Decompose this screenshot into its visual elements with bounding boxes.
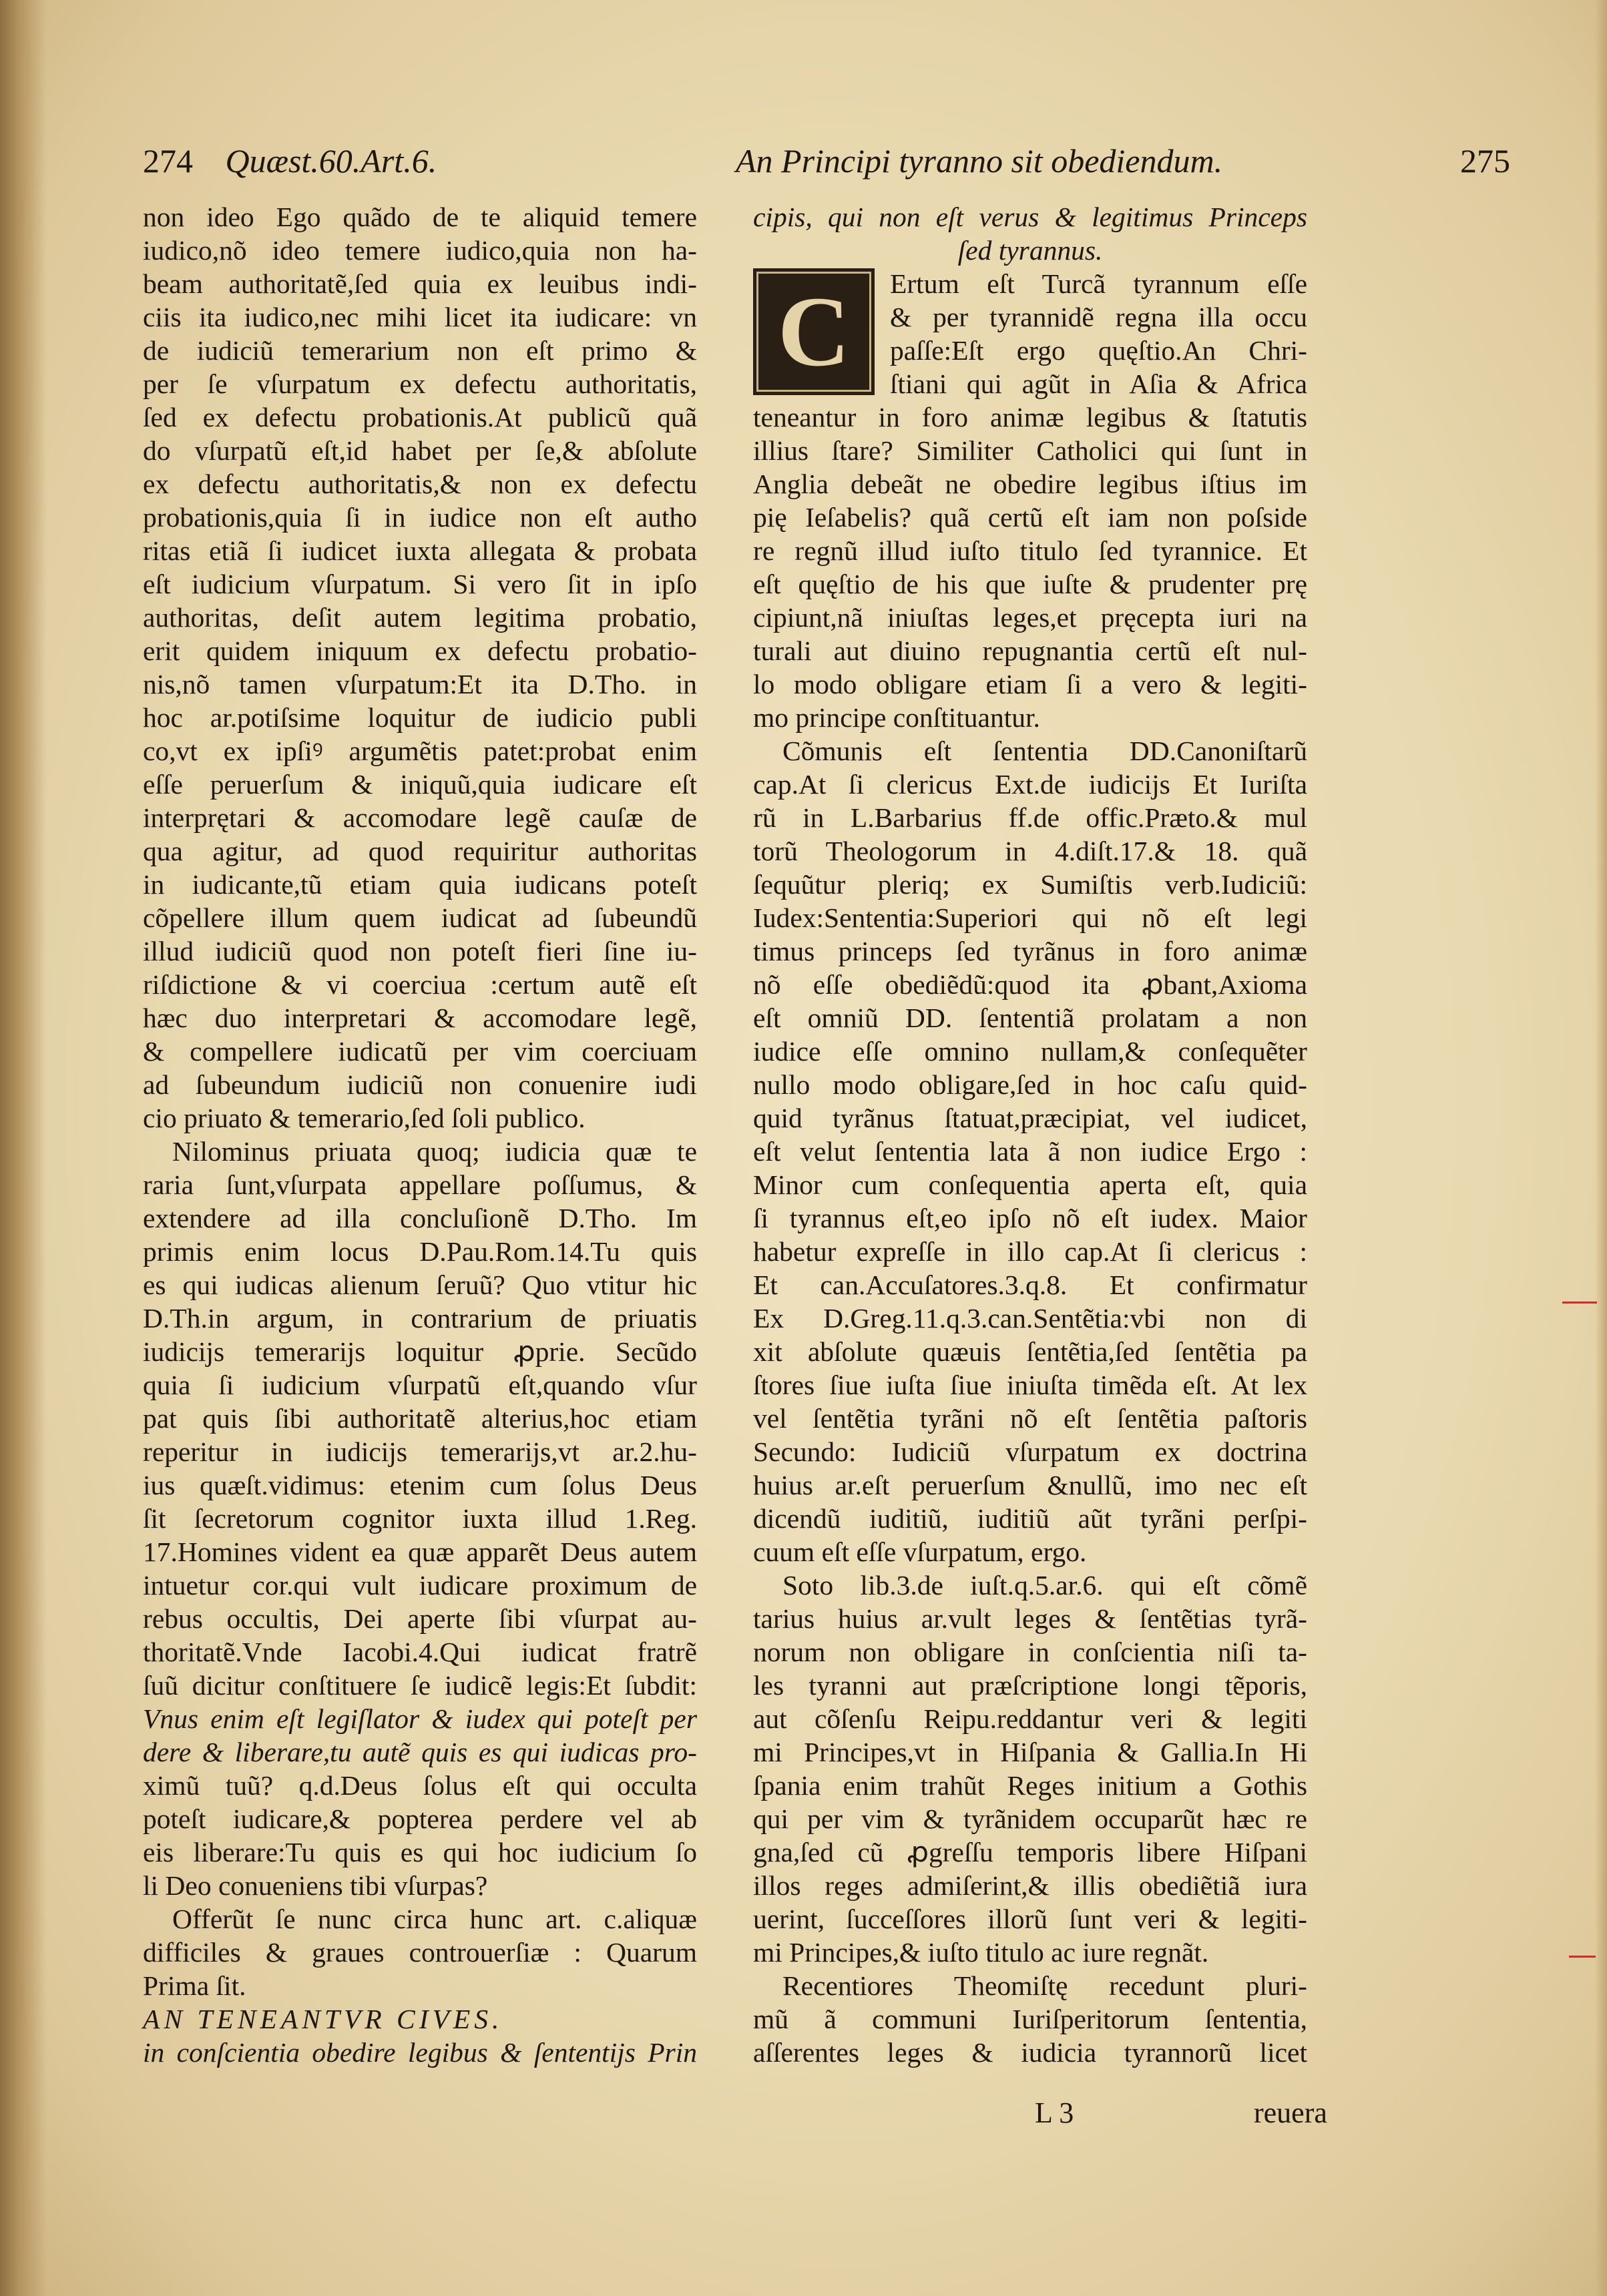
text-line: Prima ſit. — [143, 1970, 246, 2001]
text-line: Recentiores Theomiſtę recedunt pluri- — [782, 1970, 1307, 2001]
text-line: extendere ad illa concluſionẽ D.Tho. Im — [143, 1203, 697, 1233]
text-line: rebus occultis, Dei aperte ſibi vſurpat au- — [143, 1603, 697, 1634]
text-line: cio priuato & temerario,ſed ſoli publico. — [143, 1103, 586, 1133]
text-line: D.Th.in argum, in contrarium de priuatis — [143, 1303, 697, 1334]
page-gutter-shadow — [0, 0, 47, 2296]
text-line: illius ſtare? Similiter Catholici qui ſunt in — [753, 435, 1307, 466]
text-line: probationis,quia ſi in iudice non eſt autho — [143, 502, 697, 533]
text-line: cõpellere illum quem iudicat ad ſubeundũ — [143, 902, 697, 933]
text-line: quia ſi iudicium vſurpatũ eſt,quando vſur — [143, 1370, 697, 1400]
initial-letter: C — [777, 276, 851, 387]
catchword: reuera — [1254, 2096, 1327, 2129]
right-column — [753, 200, 1307, 2069]
text-line: re regnũ illud iuſto titulo ſed tyrannice. Et — [753, 535, 1307, 566]
text-line: riſdictione & vi coerciua :certum autẽ eſt — [143, 969, 697, 1000]
page-number-left: 274 — [143, 142, 193, 180]
text-line: Nilominus priuata quoq; iudicia quæ te — [172, 1136, 697, 1167]
text-line: eſt omniũ DD. ſententiã prolatam a non — [753, 1002, 1307, 1033]
text-line: ſequũtur pleriq; ex Sumiſtis verb.Iudiciũ: — [753, 869, 1307, 900]
text-line: mi Principes,& iuſto titulo ac iure regnãt. — [753, 1937, 1209, 1968]
text-line: Et can.Accuſatores.3.q.8. Et confirmatur — [753, 1269, 1307, 1300]
text-line: Cõmunis eſt ſententia DD.Canoniſtarũ — [782, 736, 1307, 766]
text-line: aut cõſenſu Reipu.reddantur veri & legiti — [753, 1703, 1307, 1734]
text-line: Anglia debeãt ne obedire legibus iſtius im — [753, 469, 1307, 499]
text-line: ſtiani qui agũt in Aſia & Africa — [890, 368, 1307, 399]
text-line: lo modo obligare etiam ſi a vero & legiti- — [753, 669, 1307, 699]
text-line: Vnus enim eſt legiſlator & iudex qui poteſt per — [143, 1703, 697, 1734]
text-line: eſt iudicium vſurpatum. Si vero ſit in ipſo — [143, 569, 697, 599]
text-line: ſpania enim trahũt Reges initium a Gothis — [753, 1770, 1307, 1801]
text-line: ſuũ dicitur conſtituere ſe iudicẽ legis:Et ſubdit: — [143, 1670, 697, 1701]
text-line: in conſcientia obedire legibus & ſententijs Prin — [143, 2037, 697, 2068]
text-line: Secundo: Iudiciũ vſurpatum ex doctrina — [753, 1436, 1307, 1467]
text-line: les tyranni aut præſcriptione longi tẽporis, — [753, 1670, 1307, 1701]
left-column — [143, 200, 697, 2069]
text-line: authoritas, deſit autem legitima probatio, — [143, 602, 697, 633]
text-line: eſt quęſtio de his que iuſte & prudenter prę — [753, 569, 1307, 599]
text-line: Soto lib.3.de iuſt.q.5.ar.6. qui eſt cõmẽ — [782, 1570, 1307, 1601]
text-line: ritas etiã ſi iudicet iuxta allegata & probata — [143, 535, 697, 566]
running-title-right: An Principi tyranno sit obediendum. — [736, 142, 1223, 180]
text-line: ciis ita iudico,nec mihi licet ita iudicare: vn — [143, 302, 697, 332]
running-header-left — [143, 144, 437, 178]
text-line: hoc ar.potiſsime loquitur de iudicio publi — [143, 702, 697, 733]
text-line: teneantur in foro animæ legibus & ſtatutis — [753, 402, 1307, 433]
text-line: AN TENEANTVR CIVES. — [143, 2004, 503, 2034]
text-line: de iudiciũ temerarium non eſt primo & — [143, 335, 697, 366]
text-line: iudice eſſe omnino nullam,& conſequẽter — [753, 1036, 1307, 1067]
text-line: uerint, ſucceſſores illorũ ſunt veri & legiti- — [753, 1904, 1307, 1934]
page-edge — [1595, 0, 1607, 2296]
text-line: iudicijs temerarijs loquitur ꝓprie. Secũdo — [143, 1336, 697, 1367]
signature-mark: L 3 — [1035, 2096, 1074, 2129]
text-line: eis liberare:Tu quis es qui hoc iudicium ſo — [143, 1837, 697, 1868]
text-line: ximũ tuũ? q.d.Deus ſolus eſt qui occulta — [143, 1770, 697, 1801]
text-line: qua agitur, ad quod requiritur authoritas — [143, 836, 697, 866]
text-line: es qui iudicas alienum ſeruũ? Quo vtitur hic — [143, 1269, 697, 1300]
text-line: do vſurpatũ eſt,id habet per ſe,& abſolute — [143, 435, 697, 466]
text-line: per ſe vſurpatum ex defectu authoritatis, — [143, 368, 697, 399]
text-line: non ideo Ego quãdo de te aliquid temere — [143, 202, 697, 232]
text-line: qui per vim & tyrãnidem occuparũt hæc re — [753, 1803, 1307, 1834]
text-line: Iudex:Sententia:Superiori qui nõ eſt legi — [753, 902, 1307, 933]
text-line: 17.Homines vident ea quæ apparẽt Deus autem — [143, 1536, 697, 1567]
page-number-right: 275 — [1460, 142, 1510, 180]
text-line: pat quis ſibi authoritatẽ alterius,hoc etiam — [143, 1403, 697, 1434]
text-line: ſit ſecretorum cognitor iuxta illud 1.Reg. — [143, 1503, 697, 1534]
text-line: ex defectu authoritatis,& non ex defectu — [143, 469, 697, 499]
section-title-line: ſed tyrannus. — [957, 235, 1103, 266]
text-line: timus princeps ſed tyrãnus in foro animæ — [753, 936, 1307, 966]
text-line: dere & liberare,tu autẽ quis es qui iudicas pro- — [143, 1737, 697, 1767]
decorated-initial — [753, 268, 875, 395]
text-line: li Deo conueniens tibi vſurpas? — [143, 1870, 488, 1901]
section-title-line: cipis, qui non eſt verus & legitimus Princeps — [753, 202, 1307, 232]
text-line: huius ar.eſt peruerſum &nullũ, imo nec eſt — [753, 1470, 1307, 1500]
text-line: turali aut diuino repugnantia certũ eſt nul- — [753, 635, 1307, 666]
text-line: nis,nõ tamen vſurpatum:Et ita D.Tho. in — [143, 669, 697, 699]
text-line: nõ eſſe obediẽdũ:quod ita ꝓbant,Axioma — [753, 969, 1307, 1000]
text-line: ad ſubeundum iudiciũ non conuenire iudi — [143, 1069, 697, 1100]
running-title-left: Quæst.60.Art.6. — [225, 142, 437, 180]
text-line: habetur expreſſe in illo cap.At ſi clericus : — [753, 1236, 1307, 1267]
text-line: beam authoritatẽ,ſed quia ex leuibus indi- — [143, 268, 697, 299]
red-margin-mark — [1562, 1302, 1597, 1304]
text-line: illud iudiciũ quod non poteſt fieri ſine iu- — [143, 936, 697, 966]
text-line: torũ Theologorum in 4.diſt.17.& 18. quã — [753, 836, 1307, 866]
text-line: cipiunt,nã iniuſtas leges,et pręcepta iuri na — [753, 602, 1307, 633]
text-line: eſt velut ſententia lata ã non iudice Ergo : — [753, 1136, 1307, 1167]
text-line: aſſerentes leges & iudicia tyrannorũ licet — [753, 2037, 1307, 2068]
text-line: Minor cum conſequentia aperta eſt, quia — [753, 1169, 1307, 1200]
text-line: ſi tyrannus eſt,eo ipſo nõ eſt iudex. Maior — [753, 1203, 1307, 1233]
text-line: Ertum eſt Turcã tyrannum eſſe — [890, 268, 1307, 299]
text-line: norum non obligare in conſcientia niſi ta- — [753, 1637, 1307, 1667]
text-line: quid tyrãnus ſtatuat,præcipiat, vel iudicet, — [753, 1103, 1307, 1133]
text-line: co,vt ex ipſiꝰ argumẽtis patet:probat enim — [143, 736, 697, 766]
text-line: intuetur cor.qui vult iudicare proximum de — [143, 1570, 697, 1601]
text-line: eſſe peruerſum & iniquũ,quia iudicare eſt — [143, 769, 697, 800]
text-line: erit quidem iniquum ex defectu probatio- — [143, 635, 697, 666]
text-line: xit abſolute quæuis ſentẽtia,ſed ſentẽtia pa — [753, 1336, 1307, 1367]
text-line: cuum eſt eſſe vſurpatum, ergo. — [753, 1536, 1087, 1567]
text-line: nullo modo obligare,ſed in hoc caſu quid- — [753, 1069, 1307, 1100]
text-line: poteſt iudicare,& popterea perdere vel ab — [143, 1803, 697, 1834]
text-line: illos reges admiſerint,& illis obediẽtiã iura — [753, 1870, 1307, 1901]
text-line: reperitur in iudicijs temerarijs,vt ar.2.hu- — [143, 1436, 697, 1467]
text-line: mi Principes,vt in Hiſpania & Gallia.In Hi — [753, 1737, 1307, 1767]
text-line: thoritatẽ.Vnde Iacobi.4.Qui iudicat fratrẽ — [143, 1637, 697, 1667]
text-line: vel ſentẽtia tyrãni nõ eſt ſentẽtia paſtoris — [753, 1403, 1307, 1434]
text-line: cap.At ſi clericus Ext.de iudicijs Et Iuriſta — [753, 769, 1307, 800]
text-line: Ex D.Greg.11.q.3.can.Sentẽtia:vbi non di — [753, 1303, 1307, 1334]
text-line: hæc duo interpretari & accomodare legẽ, — [143, 1002, 697, 1033]
text-line: rũ in L.Barbarius ff.de offic.Præto.& mul — [753, 802, 1307, 833]
text-line: raria ſunt,vſurpata appellare poſſumus, & — [143, 1169, 697, 1200]
text-line: Offerũt ſe nunc circa hunc art. c.aliquæ — [172, 1904, 697, 1934]
text-line: mũ ã communi Iuriſperitorum ſententia, — [753, 2004, 1307, 2034]
text-line: pię Ieſabelis? quã certũ eſt iam non poſside — [753, 502, 1307, 533]
text-line: iudico,nõ ideo temere iudico,quia non ha- — [143, 235, 697, 266]
text-line: interprętari & accomodare legẽ cauſæ de — [143, 802, 697, 833]
text-line: tarius huius ar.vult leges & ſentẽtias tyrã- — [753, 1603, 1307, 1634]
running-header-right — [736, 144, 1510, 178]
text-line: ſed ex defectu probationis.At publicũ quã — [143, 402, 697, 433]
text-line: in iudicante,tũ etiam quia iudicans poteſt — [143, 869, 697, 900]
text-line: & per tyrannidẽ regna illa occu — [890, 302, 1307, 332]
text-line: & compellere iudicatũ per vim coerciuam — [143, 1036, 697, 1067]
text-line: paſſe:Eſt ergo quęſtio.An Chri- — [890, 335, 1307, 366]
text-line: dicendũ iuditiũ, iuditiũ aũt tyrãni perſpi- — [753, 1503, 1307, 1534]
text-line: ius quæſt.vidimus: etenim cum ſolus Deus — [143, 1470, 697, 1500]
text-line: mo principe conſtituantur. — [753, 702, 1040, 733]
text-line: primis enim locus D.Pau.Rom.14.Tu quis — [143, 1236, 697, 1267]
text-line: ſtores ſiue iuſta ſiue iniuſta timẽda eſt. At lex — [753, 1370, 1307, 1400]
text-line: gna,ſed cũ ꝓgreſſu temporis libere Hiſpani — [753, 1837, 1307, 1868]
text-line: difficiles & graues controuerſiæ : Quarum — [143, 1937, 697, 1968]
red-margin-mark — [1569, 1956, 1596, 1958]
